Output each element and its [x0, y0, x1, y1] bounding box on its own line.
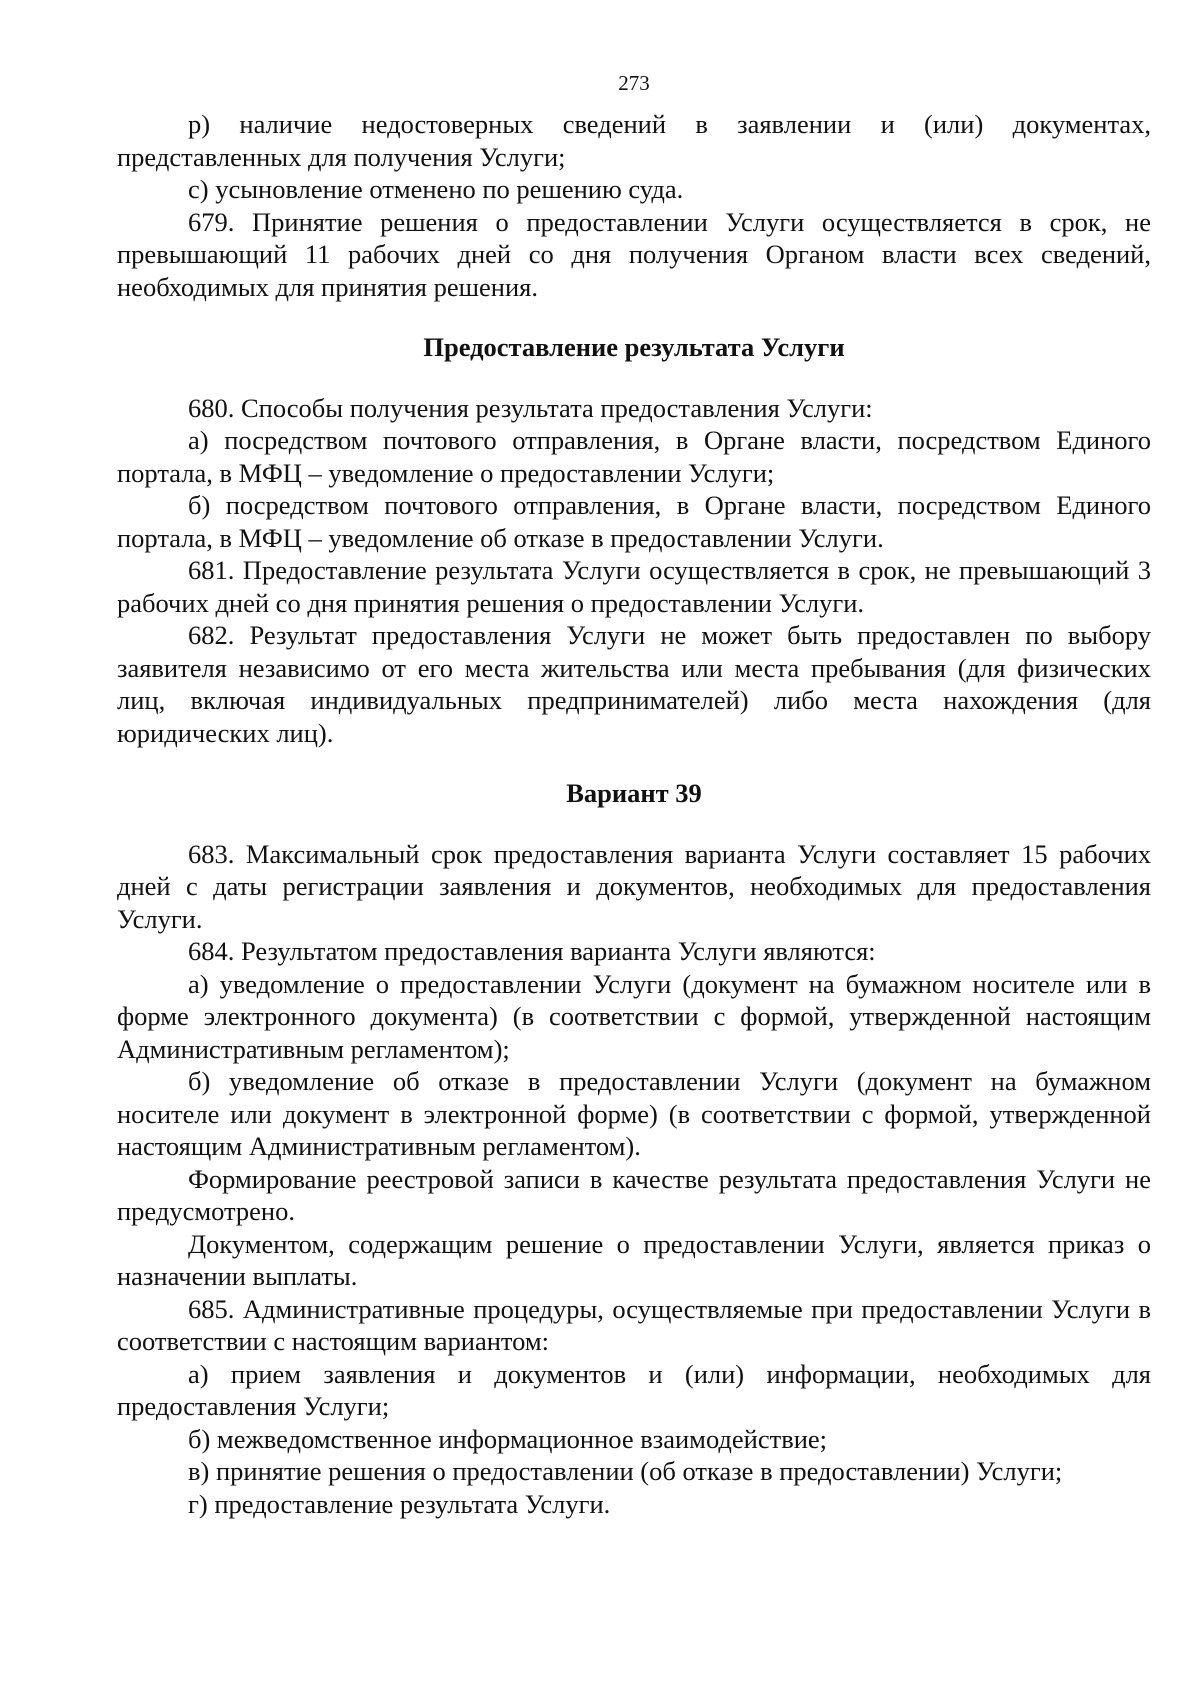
paragraph-682: 682. Результат предоставления Услуги не может быть предоставлен по выбору заявителя независимо от его места жительства или места пребывания (для физических лиц, включая индивидуальных предпринимателей) либо места нахождения (для юридических лиц).: [117, 620, 1151, 748]
paragraph-679: 679. Принятие решения о предоставлении Услуги осуществляется в срок, не превышающий 11 рабочих дней со дня получения Органом власти всех сведений, необходимых для принятия решения.: [117, 206, 1151, 302]
paragraph-681: 681. Предоставление результата Услуги осуществляется в срок, не превышающий 3 рабочих дней со дня принятия решения о предоставлении Услуги.: [117, 555, 1151, 618]
section-heading-variant-39: Вариант 39: [566, 778, 702, 808]
paragraph-item-s: с) усыновление отменено по решению суда.: [188, 174, 684, 204]
paragraph-item-r: р) наличие недостоверных сведений в заявлении и (или) документах, представленных для получения Услуги;: [117, 109, 1151, 172]
paragraph-registry-record: Формирование реестровой записи в качестве результата предоставления Услуги не предусмотрено.: [117, 1163, 1151, 1226]
paragraph-680-a: а) посредством почтового отправления, в Органе власти, посредством Единого портала, в МФЦ – уведомление о предоставлении Услуги;: [117, 425, 1151, 488]
paragraph-685-b: б) межведомственное информационное взаимодействие;: [188, 1423, 828, 1454]
paragraph-decision-document: Документом, содержащим решение о предоставлении Услуги, является приказ о назначении выплаты.: [117, 1228, 1151, 1291]
paragraph-684-a: а) уведомление о предоставлении Услуги (документ на бумажном носителе или в форме электронного документа) (в соответствии с формой, утвержденной настоящим Административным регламентом);: [117, 968, 1151, 1064]
page-number: 273: [618, 71, 650, 95]
paragraph-684-b: б) уведомление об отказе в предоставлении Услуги (документ на бумажном носителе или документ в электронной форме) (в соответствии с формой, утвержденной настоящим Административным регламентом).: [117, 1066, 1151, 1161]
paragraph-683: 683. Максимальный срок предоставления варианта Услуги составляет 15 рабочих дней с даты регистрации заявления и документов, необходимых для предоставления Услуги.: [117, 838, 1151, 934]
paragraph-685-a: а) прием заявления и документов и (или) информации, необходимых для предоставления Услуги;: [117, 1358, 1151, 1421]
paragraph-685-g: г) предоставление результата Услуги.: [188, 1488, 611, 1519]
paragraph-684: 684. Результатом предоставления варианта Услуги являются:: [188, 936, 876, 966]
section-heading-result: Предоставление результата Услуги: [423, 332, 845, 362]
paragraph-685: 685. Административные процедуры, осуществляемые при предоставлении Услуги в соответствии с настоящим вариантом:: [117, 1293, 1151, 1356]
paragraph-680-b: б) посредством почтового отправления, в Органе власти, посредством Единого портала, в МФЦ – уведомление об отказе в предоставлении Услуги.: [117, 490, 1151, 553]
paragraph-680: 680. Способы получения результата предоставления Услуги:: [188, 392, 873, 423]
paragraph-685-v: в) принятие решения о предоставлении (об отказе в предоставлении) Услуги;: [188, 1456, 1063, 1486]
